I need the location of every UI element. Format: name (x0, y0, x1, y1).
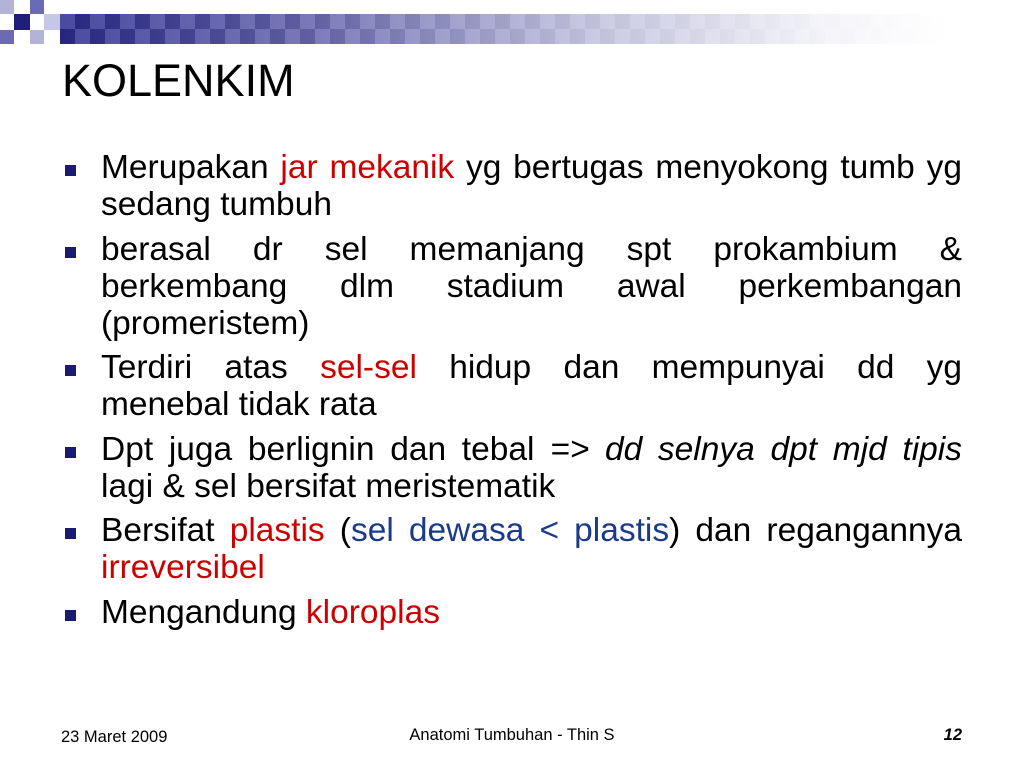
text-segment: berkembang dlm stadium awal perkembangan (101, 267, 962, 305)
text-segment: menebal tidak rata (101, 386, 377, 423)
highlight-note: sel dewasa < plastis (350, 512, 670, 549)
text-segment: lagi & sel bersifat meristematik (101, 467, 556, 505)
text-segment: Bersifat (101, 512, 230, 549)
text-segment: hidup dan mempunyai dd yg (416, 349, 962, 386)
slide-number: 12 (943, 726, 962, 744)
bullet-item (101, 149, 962, 223)
decor-square (30, 0, 44, 14)
text-segment: Merupakan (101, 149, 281, 186)
text-segment: Mengandung (101, 593, 306, 631)
bullet-item (101, 594, 962, 631)
highlight-term: plastis (229, 512, 325, 549)
square-bullet-icon (65, 447, 76, 458)
bullet-line (101, 231, 962, 268)
text-segment: Terdiri atas (101, 349, 321, 386)
gradient-checker-bar (60, 14, 1024, 44)
square-bullet-icon (65, 528, 76, 539)
text-segment: berasal dr sel memanjang spt prokambium & (101, 230, 962, 268)
decor-square (14, 14, 30, 30)
bullet-item (101, 431, 962, 505)
bullet-line (101, 149, 962, 186)
bullet-line (101, 186, 962, 223)
square-bullet-icon (65, 165, 76, 176)
text-segment: ) dan regangannya (669, 512, 962, 549)
text-segment: (promeristem) (101, 304, 310, 342)
bullet-item (101, 349, 962, 423)
highlight-term: jar mekanik (280, 149, 455, 186)
text-segment: ( (324, 512, 351, 549)
bullet-list (101, 149, 962, 631)
square-bullet-icon (65, 247, 76, 258)
bullet-line (101, 468, 962, 505)
bullet-line (101, 268, 962, 305)
bullet-line (101, 594, 962, 631)
footer-title: Anatomi Tumbuhan - Thin S (409, 726, 615, 744)
bullet-line (101, 512, 962, 549)
bullet-line (101, 386, 962, 423)
highlight-term: sel-sel (320, 349, 417, 386)
bullet-item (101, 512, 962, 586)
square-bullet-icon (65, 610, 76, 621)
bullet-item (101, 231, 962, 342)
text-segment: Dpt juga berlignin dan tebal (101, 430, 551, 468)
italic-note: => dd selnya dpt mjd tipis (550, 430, 962, 468)
bullet-line (101, 549, 962, 586)
highlight-term: kloroplas (305, 593, 440, 631)
footer-date: 23 Maret 2009 (61, 728, 168, 746)
decor-square (44, 14, 60, 30)
square-bullet-icon (65, 365, 76, 376)
text-segment: yg bertugas menyokong tumb yg (454, 149, 963, 186)
text-segment: sedang tumbuh (101, 186, 332, 223)
slide-title: KOLENKIM (62, 55, 295, 106)
decor-square (0, 30, 14, 44)
decor-square (0, 0, 14, 14)
decor-square (30, 30, 44, 44)
bullet-line (101, 349, 962, 386)
bullet-line (101, 305, 962, 342)
bullet-line (101, 431, 962, 468)
highlight-term: irreversibel (101, 549, 265, 586)
